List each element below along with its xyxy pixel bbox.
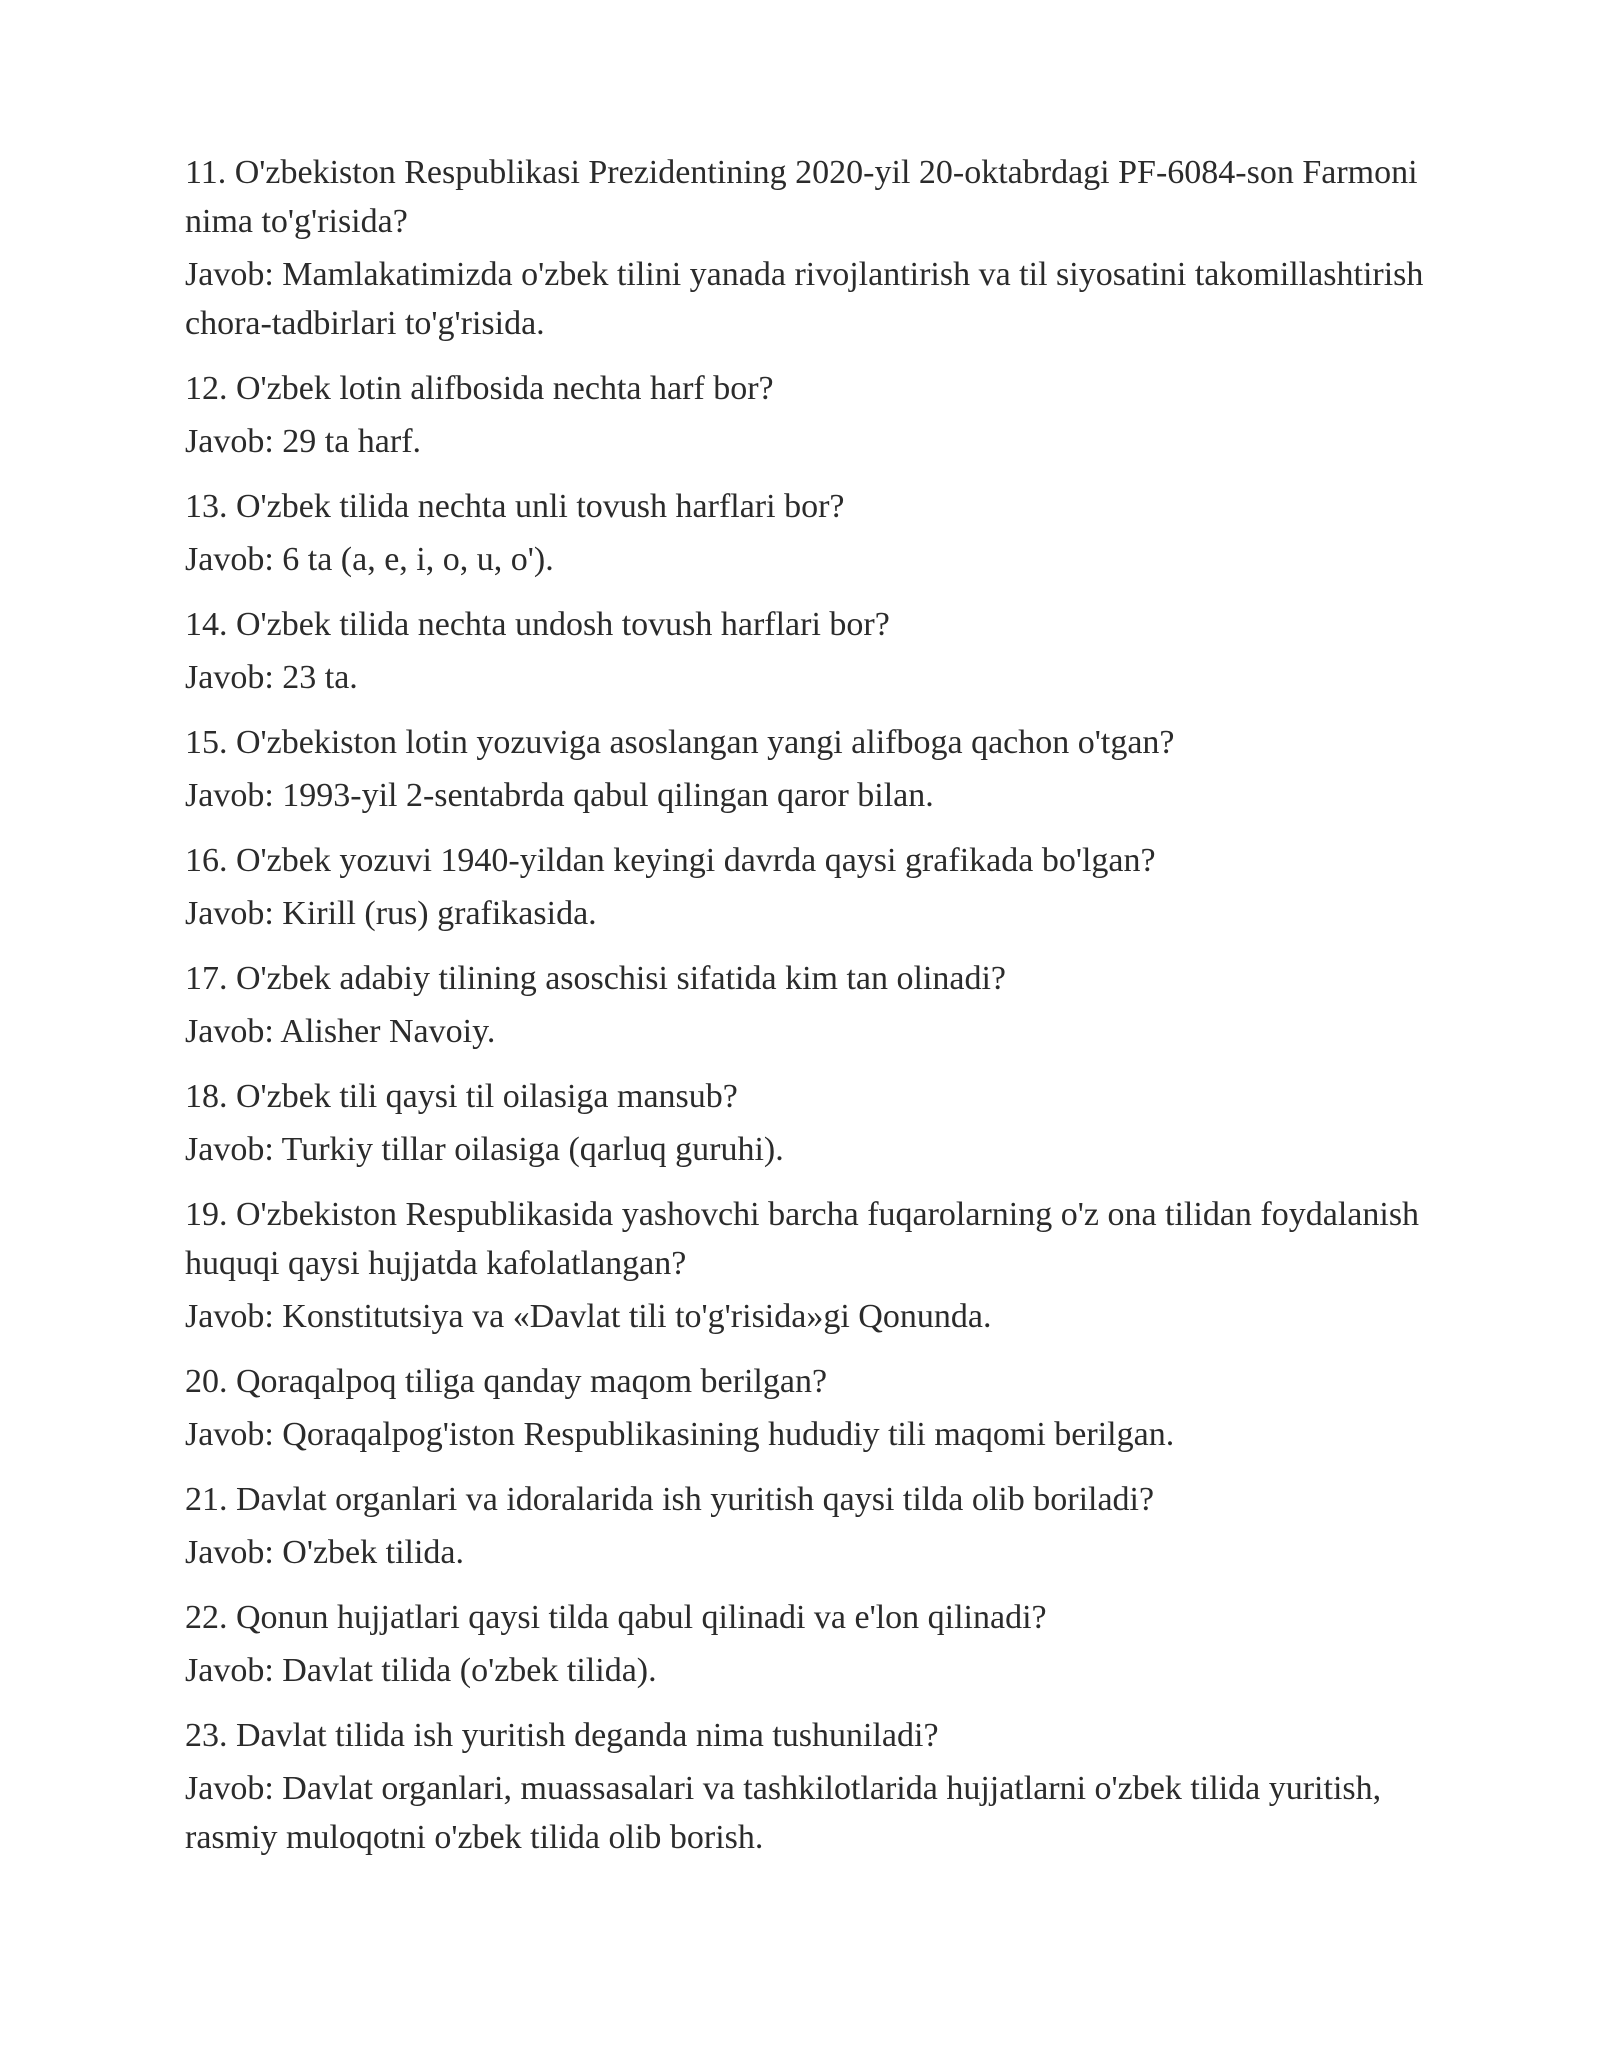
question	[185, 1593, 1445, 1642]
question-number: 12.	[185, 370, 228, 407]
qa-item	[185, 1190, 1445, 1341]
question	[185, 1072, 1445, 1121]
question	[185, 1357, 1445, 1406]
question-number: 23.	[185, 1717, 228, 1754]
question-number: 14.	[185, 606, 228, 643]
question	[185, 1475, 1445, 1524]
question-text: Davlat tilida ish yuritish deganda nima tushuniladi?	[236, 1717, 939, 1754]
question-number: 22.	[185, 1599, 228, 1636]
answer: Javob: Kirill (rus) grafikasida.	[185, 895, 597, 932]
answer: Javob: 1993-yil 2-sentabrda qabul qilingan qaror bilan.	[185, 777, 934, 814]
question-text: O'zbek lotin alifbosida nechta harf bor?	[236, 370, 774, 407]
question	[185, 836, 1445, 885]
answer: Javob: 23 ta.	[185, 659, 358, 696]
question-number: 18.	[185, 1078, 228, 1115]
answer: Javob: O'zbek tilida.	[185, 1534, 465, 1571]
question-number: 13.	[185, 488, 228, 525]
question	[185, 1190, 1445, 1288]
question-number: 20.	[185, 1363, 228, 1400]
qa-item	[185, 600, 1445, 702]
question-text: Davlat organlari va idoralarida ish yuritish qaysi tilda olib boriladi?	[236, 1481, 1155, 1518]
qa-list	[185, 148, 1445, 1878]
question-text: O'zbek yozuvi 1940-yildan keyingi davrda qaysi grafikada bo'lgan?	[236, 842, 1156, 879]
qa-item	[185, 1357, 1445, 1459]
answer: Javob: Davlat organlari, muassasalari va tashkilotlarida hujjatlarni o'zbek tilida yuritish, rasmiy muloqotni o'zbek tilida olib borish.	[185, 1770, 1382, 1856]
question	[185, 954, 1445, 1003]
qa-item	[185, 954, 1445, 1056]
question-text: O'zbek tilida nechta unli tovush harflari bor?	[236, 488, 845, 525]
question	[185, 600, 1445, 649]
question-number: 21.	[185, 1481, 228, 1518]
answer: Javob: Qoraqalpog'iston Respublikasining hududiy tili maqomi berilgan.	[185, 1416, 1175, 1453]
qa-item	[185, 1593, 1445, 1695]
qa-item	[185, 482, 1445, 584]
question-text: O'zbekiston Respublikasi Prezidentining 2020-yil 20-oktabrdagi PF-6084-son Farmoni nima to'g'risida?	[185, 154, 1418, 240]
question-text: Qonun hujjatlari qaysi tilda qabul qilinadi va e'lon qilinadi?	[236, 1599, 1047, 1636]
question-number: 19.	[185, 1196, 228, 1233]
question-text: O'zbekiston lotin yozuviga asoslangan yangi alifboga qachon o'tgan?	[236, 724, 1175, 761]
question-text: Qoraqalpoq tiliga qanday maqom berilgan?	[236, 1363, 828, 1400]
answer: Javob: 6 ta (a, e, i, o, u, o').	[185, 541, 554, 578]
answer: Javob: Mamlakatimizda o'zbek tilini yanada rivojlantirish va til siyosatini takomillashtirish chora-tadbirlari to'g'risida.	[185, 256, 1424, 342]
question	[185, 482, 1445, 531]
question-number: 11.	[185, 154, 227, 191]
question-text: O'zbek adabiy tilining asoschisi sifatida kim tan olinadi?	[236, 960, 1007, 997]
question-text: O'zbekiston Respublikasida yashovchi barcha fuqarolarning o'z ona tilidan foydalanish huquqi qaysi hujjatda kafolatlangan?	[185, 1196, 1420, 1282]
qa-item	[185, 718, 1445, 820]
question-number: 15.	[185, 724, 228, 761]
question-text: O'zbek tili qaysi til oilasiga mansub?	[236, 1078, 738, 1115]
question-number: 16.	[185, 842, 228, 879]
answer: Javob: 29 ta harf.	[185, 423, 422, 460]
qa-item	[185, 836, 1445, 938]
question	[185, 1711, 1445, 1760]
question	[185, 364, 1445, 413]
answer: Javob: Turkiy tillar oilasiga (qarluq guruhi).	[185, 1131, 784, 1168]
question	[185, 148, 1445, 246]
qa-item	[185, 1475, 1445, 1577]
answer: Javob: Davlat tilida (o'zbek tilida).	[185, 1652, 657, 1689]
answer: Javob: Alisher Navoiy.	[185, 1013, 496, 1050]
question-number: 17.	[185, 960, 228, 997]
question-text: O'zbek tilida nechta undosh tovush harflari bor?	[236, 606, 890, 643]
qa-item	[185, 148, 1445, 348]
question	[185, 718, 1445, 767]
qa-item	[185, 1711, 1445, 1862]
qa-item	[185, 364, 1445, 466]
qa-item	[185, 1072, 1445, 1174]
answer: Javob: Konstitutsiya va «Davlat tili to'g'risida»gi Qonunda.	[185, 1298, 992, 1335]
